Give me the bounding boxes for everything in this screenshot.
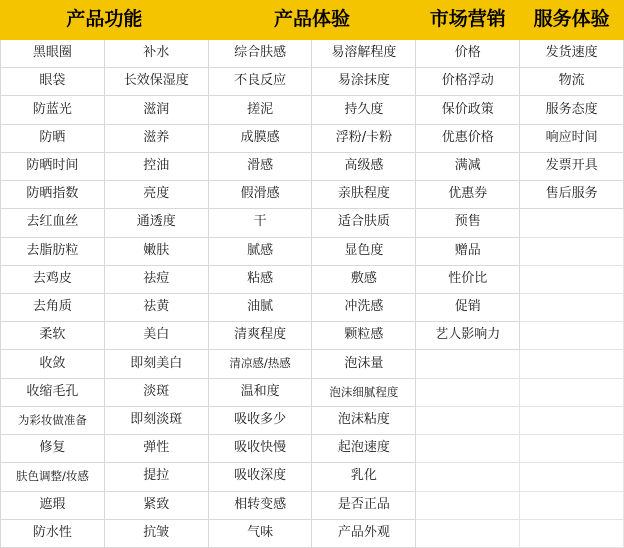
table-row — [1, 491, 624, 519]
table-cell-label: 持久度 — [344, 101, 384, 117]
table-cell-label: 眼袋 — [39, 73, 66, 89]
table-cell — [1, 124, 105, 152]
table-cell — [208, 68, 312, 96]
table-cell-label: 显色度 — [344, 242, 384, 258]
table-cell-label: 补水 — [143, 45, 170, 61]
table-cell-label: 气味 — [247, 524, 274, 540]
table-cell-empty — [520, 209, 624, 237]
table-cell — [416, 152, 520, 180]
table-cell-empty — [416, 406, 520, 434]
table-cell-empty — [520, 435, 624, 463]
table-cell-label: 黑眼圈 — [32, 45, 72, 61]
header-service-experience: 服务体验 — [520, 1, 624, 40]
table-cell-label: 易溶解程度 — [331, 45, 397, 61]
table-cell — [208, 406, 312, 434]
table-cell — [104, 124, 208, 152]
table-cell-label: 吸收快慢 — [234, 440, 287, 456]
table-cell — [312, 124, 416, 152]
table-cell — [312, 491, 416, 519]
table-cell-label: 去脂肪粒 — [26, 242, 79, 258]
table-cell-label: 发票开具 — [545, 158, 598, 174]
table-cell — [312, 209, 416, 237]
table-cell-label: 美白 — [143, 327, 170, 343]
table-cell — [1, 435, 105, 463]
table-cell-label: 搓泥 — [247, 101, 274, 117]
table-cell — [104, 40, 208, 68]
table-cell — [312, 378, 416, 406]
table-cell — [208, 40, 312, 68]
table-cell — [104, 406, 208, 434]
table-cell-label: 颗粒感 — [344, 327, 384, 343]
table-cell-label: 响应时间 — [545, 129, 598, 145]
table-cell — [104, 209, 208, 237]
table-cell — [520, 68, 624, 96]
table-cell — [208, 152, 312, 180]
table-cell-empty — [520, 463, 624, 491]
table-cell-label: 祛黄 — [143, 299, 170, 315]
table-cell-label: 假滑感 — [240, 186, 280, 202]
table-cell — [104, 96, 208, 124]
table-cell — [104, 68, 208, 96]
table-cell-label: 泡沫量 — [344, 355, 384, 371]
table-cell-label: 艺人影响力 — [435, 327, 501, 343]
table-cell-label: 是否正品 — [337, 496, 390, 512]
table-cell — [208, 378, 312, 406]
table-cell-label: 防晒指数 — [26, 186, 79, 202]
table-cell — [104, 519, 208, 547]
table-cell — [416, 40, 520, 68]
table-cell-label: 油腻 — [247, 299, 274, 315]
table-cell — [312, 322, 416, 350]
table-cell-label: 去红血丝 — [26, 214, 79, 230]
table-cell-empty — [520, 322, 624, 350]
table-cell — [104, 322, 208, 350]
table-cell-label: 保价政策 — [441, 101, 494, 117]
table-cell-label: 泡沫细腻程度 — [329, 384, 399, 399]
table-cell — [312, 406, 416, 434]
table-cell — [1, 68, 105, 96]
table-cell — [312, 519, 416, 547]
table-cell — [208, 96, 312, 124]
table-cell — [208, 265, 312, 293]
table-cell — [312, 152, 416, 180]
header-product-experience: 产品体验 — [208, 1, 416, 40]
table-cell-label: 浮粉/卡粉 — [335, 129, 393, 145]
table-head — [1, 1, 624, 40]
table-cell-label: 成膜感 — [240, 129, 280, 145]
table-cell — [104, 293, 208, 321]
table-body — [1, 40, 624, 548]
table-cell-label: 易涂抹度 — [337, 73, 390, 89]
table-cell-empty — [520, 406, 624, 434]
table-cell — [208, 181, 312, 209]
table-cell-empty — [520, 265, 624, 293]
table-cell-label: 优惠券 — [448, 186, 488, 202]
table-cell-label: 弹性 — [143, 440, 170, 456]
table-cell — [520, 152, 624, 180]
table-cell — [208, 293, 312, 321]
table-cell-label: 遮瑕 — [39, 496, 66, 512]
table-row — [1, 40, 624, 68]
table-cell — [104, 378, 208, 406]
table-cell — [208, 322, 312, 350]
table-cell-label: 长效保湿度 — [123, 73, 189, 89]
table-cell — [208, 463, 312, 491]
table-row — [1, 378, 624, 406]
table-cell-label: 亲肤程度 — [337, 186, 390, 202]
table-cell-empty — [520, 491, 624, 519]
table-cell-label: 乳化 — [350, 468, 377, 484]
table-cell-label: 紧致 — [143, 496, 170, 512]
table-cell — [312, 463, 416, 491]
table-cell-label: 高级感 — [344, 158, 384, 174]
table-cell-label: 淡斑 — [143, 383, 170, 399]
table-cell — [312, 293, 416, 321]
table-cell — [520, 96, 624, 124]
table-cell-label: 售后服务 — [545, 186, 598, 202]
table-cell — [416, 237, 520, 265]
table-cell-label: 防晒时间 — [26, 158, 79, 174]
table-cell-label: 收缩毛孔 — [26, 383, 79, 399]
table-row — [1, 152, 624, 180]
table-cell — [208, 124, 312, 152]
table-cell — [416, 124, 520, 152]
table-cell-empty — [416, 435, 520, 463]
table-cell-label: 抗皱 — [143, 524, 170, 540]
table-cell — [1, 152, 105, 180]
table-cell — [208, 435, 312, 463]
table-cell — [104, 350, 208, 378]
table-cell-label: 满减 — [454, 158, 481, 174]
table-cell-label: 防蓝光 — [32, 101, 72, 117]
table-cell — [416, 68, 520, 96]
table-cell-empty — [520, 378, 624, 406]
table-cell-label: 干 — [253, 214, 267, 230]
table-cell-label: 产品外观 — [337, 524, 390, 540]
table-cell-label: 滋养 — [143, 129, 170, 145]
table-cell — [1, 209, 105, 237]
table-cell — [104, 463, 208, 491]
table-cell-label: 通透度 — [136, 214, 176, 230]
table-row — [1, 463, 624, 491]
table-cell-label: 预售 — [454, 214, 481, 230]
table-cell-label: 提拉 — [143, 468, 170, 484]
table-cell-label: 即刻美白 — [130, 355, 183, 371]
table-cell — [1, 40, 105, 68]
table-cell-label: 促销 — [454, 299, 481, 315]
table-row — [1, 406, 624, 434]
table-row — [1, 181, 624, 209]
table-cell — [208, 491, 312, 519]
table-header-row — [1, 1, 624, 40]
table-cell — [1, 322, 105, 350]
table-cell-label: 相转变感 — [234, 496, 287, 512]
table-row — [1, 209, 624, 237]
table-cell-empty — [416, 463, 520, 491]
table-cell-label: 适合肤质 — [337, 214, 390, 230]
table-cell-label: 优惠价格 — [441, 129, 494, 145]
table-cell-label: 物流 — [558, 73, 585, 89]
table-cell — [520, 40, 624, 68]
table-cell — [104, 435, 208, 463]
table-cell — [416, 293, 520, 321]
table-cell-empty — [520, 519, 624, 547]
table-cell — [312, 181, 416, 209]
table-cell-empty — [416, 378, 520, 406]
table-row — [1, 124, 624, 152]
table-cell — [1, 406, 105, 434]
header-product-function: 产品功能 — [1, 1, 209, 40]
table-cell — [312, 265, 416, 293]
table-cell-label: 滋润 — [143, 101, 170, 117]
table-cell-label: 起泡速度 — [337, 440, 390, 456]
table-cell — [1, 96, 105, 124]
table-cell-label: 吸收深度 — [234, 468, 287, 484]
table-cell — [208, 237, 312, 265]
table-cell-empty — [520, 293, 624, 321]
table-cell-empty — [520, 350, 624, 378]
table-row — [1, 322, 624, 350]
table-cell — [104, 491, 208, 519]
table-cell-empty — [416, 350, 520, 378]
table-cell-label: 清凉感/热感 — [229, 356, 291, 371]
table-cell — [104, 181, 208, 209]
table-cell-label: 为彩妆做准备 — [17, 412, 87, 427]
table-cell-label: 即刻淡斑 — [130, 411, 183, 427]
table-cell — [416, 265, 520, 293]
table-cell — [208, 350, 312, 378]
table-cell-label: 赠品 — [454, 242, 481, 258]
table-cell-label: 清爽程度 — [234, 327, 287, 343]
table-row — [1, 237, 624, 265]
table-row — [1, 68, 624, 96]
table-cell-empty — [416, 491, 520, 519]
table-row — [1, 265, 624, 293]
table-cell — [1, 265, 105, 293]
header-marketing: 市场营销 — [416, 1, 520, 40]
table-cell — [1, 378, 105, 406]
table-cell — [312, 237, 416, 265]
table-cell — [1, 293, 105, 321]
table-cell — [104, 152, 208, 180]
table-cell-label: 去角质 — [32, 299, 72, 315]
table-cell — [1, 491, 105, 519]
table-cell — [104, 265, 208, 293]
table-cell — [520, 181, 624, 209]
table-cell-label: 柔软 — [39, 327, 66, 343]
table-cell-label: 价格浮动 — [441, 73, 494, 89]
table-cell — [520, 124, 624, 152]
table-cell — [1, 463, 105, 491]
table-cell — [416, 322, 520, 350]
table-cell-label: 修复 — [39, 440, 66, 456]
table-cell-label: 防水性 — [32, 524, 72, 540]
table-cell-label: 温和度 — [240, 383, 280, 399]
table-row — [1, 350, 624, 378]
table-cell — [1, 181, 105, 209]
table-cell-label: 腻感 — [247, 242, 274, 258]
table-cell — [208, 209, 312, 237]
table-cell — [1, 519, 105, 547]
table-cell — [1, 350, 105, 378]
table-cell-label: 服务态度 — [545, 101, 598, 117]
table-row — [1, 96, 624, 124]
table-cell-label: 粘感 — [247, 270, 274, 286]
table-cell-label: 价格 — [454, 45, 481, 61]
table-cell-label: 发货速度 — [545, 45, 598, 61]
table-cell — [416, 209, 520, 237]
table-cell — [104, 237, 208, 265]
table-cell-label: 敷感 — [350, 270, 377, 286]
table-cell-label: 泡沫粘度 — [337, 411, 390, 427]
table-cell-label: 亮度 — [143, 186, 170, 202]
table-cell-label: 滑感 — [247, 158, 274, 174]
table-cell-label: 嫩肤 — [143, 242, 170, 258]
table-row — [1, 519, 624, 547]
table-cell-label: 祛痘 — [143, 270, 170, 286]
table-cell-label: 性价比 — [448, 270, 488, 286]
table-cell-label: 去鸡皮 — [32, 270, 72, 286]
table-cell-label: 不良反应 — [234, 73, 287, 89]
table-cell-label: 收敛 — [39, 355, 66, 371]
table-cell — [312, 40, 416, 68]
table-cell-empty — [416, 519, 520, 547]
table-row — [1, 293, 624, 321]
table-cell-empty — [520, 237, 624, 265]
table-cell — [312, 68, 416, 96]
table-row — [1, 435, 624, 463]
table-cell — [416, 181, 520, 209]
table-cell-label: 肤色调整/妆感 — [15, 469, 89, 484]
table-cell — [312, 350, 416, 378]
table-cell — [208, 519, 312, 547]
table-cell-label: 冲洗感 — [344, 299, 384, 315]
table-cell — [312, 435, 416, 463]
table-cell-label: 防晒 — [39, 129, 66, 145]
table-cell — [1, 237, 105, 265]
table-cell — [416, 96, 520, 124]
table-cell-label: 吸收多少 — [234, 411, 287, 427]
table-cell-label: 综合肤感 — [234, 45, 287, 61]
table-cell — [312, 96, 416, 124]
table-cell-label: 控油 — [143, 158, 170, 174]
